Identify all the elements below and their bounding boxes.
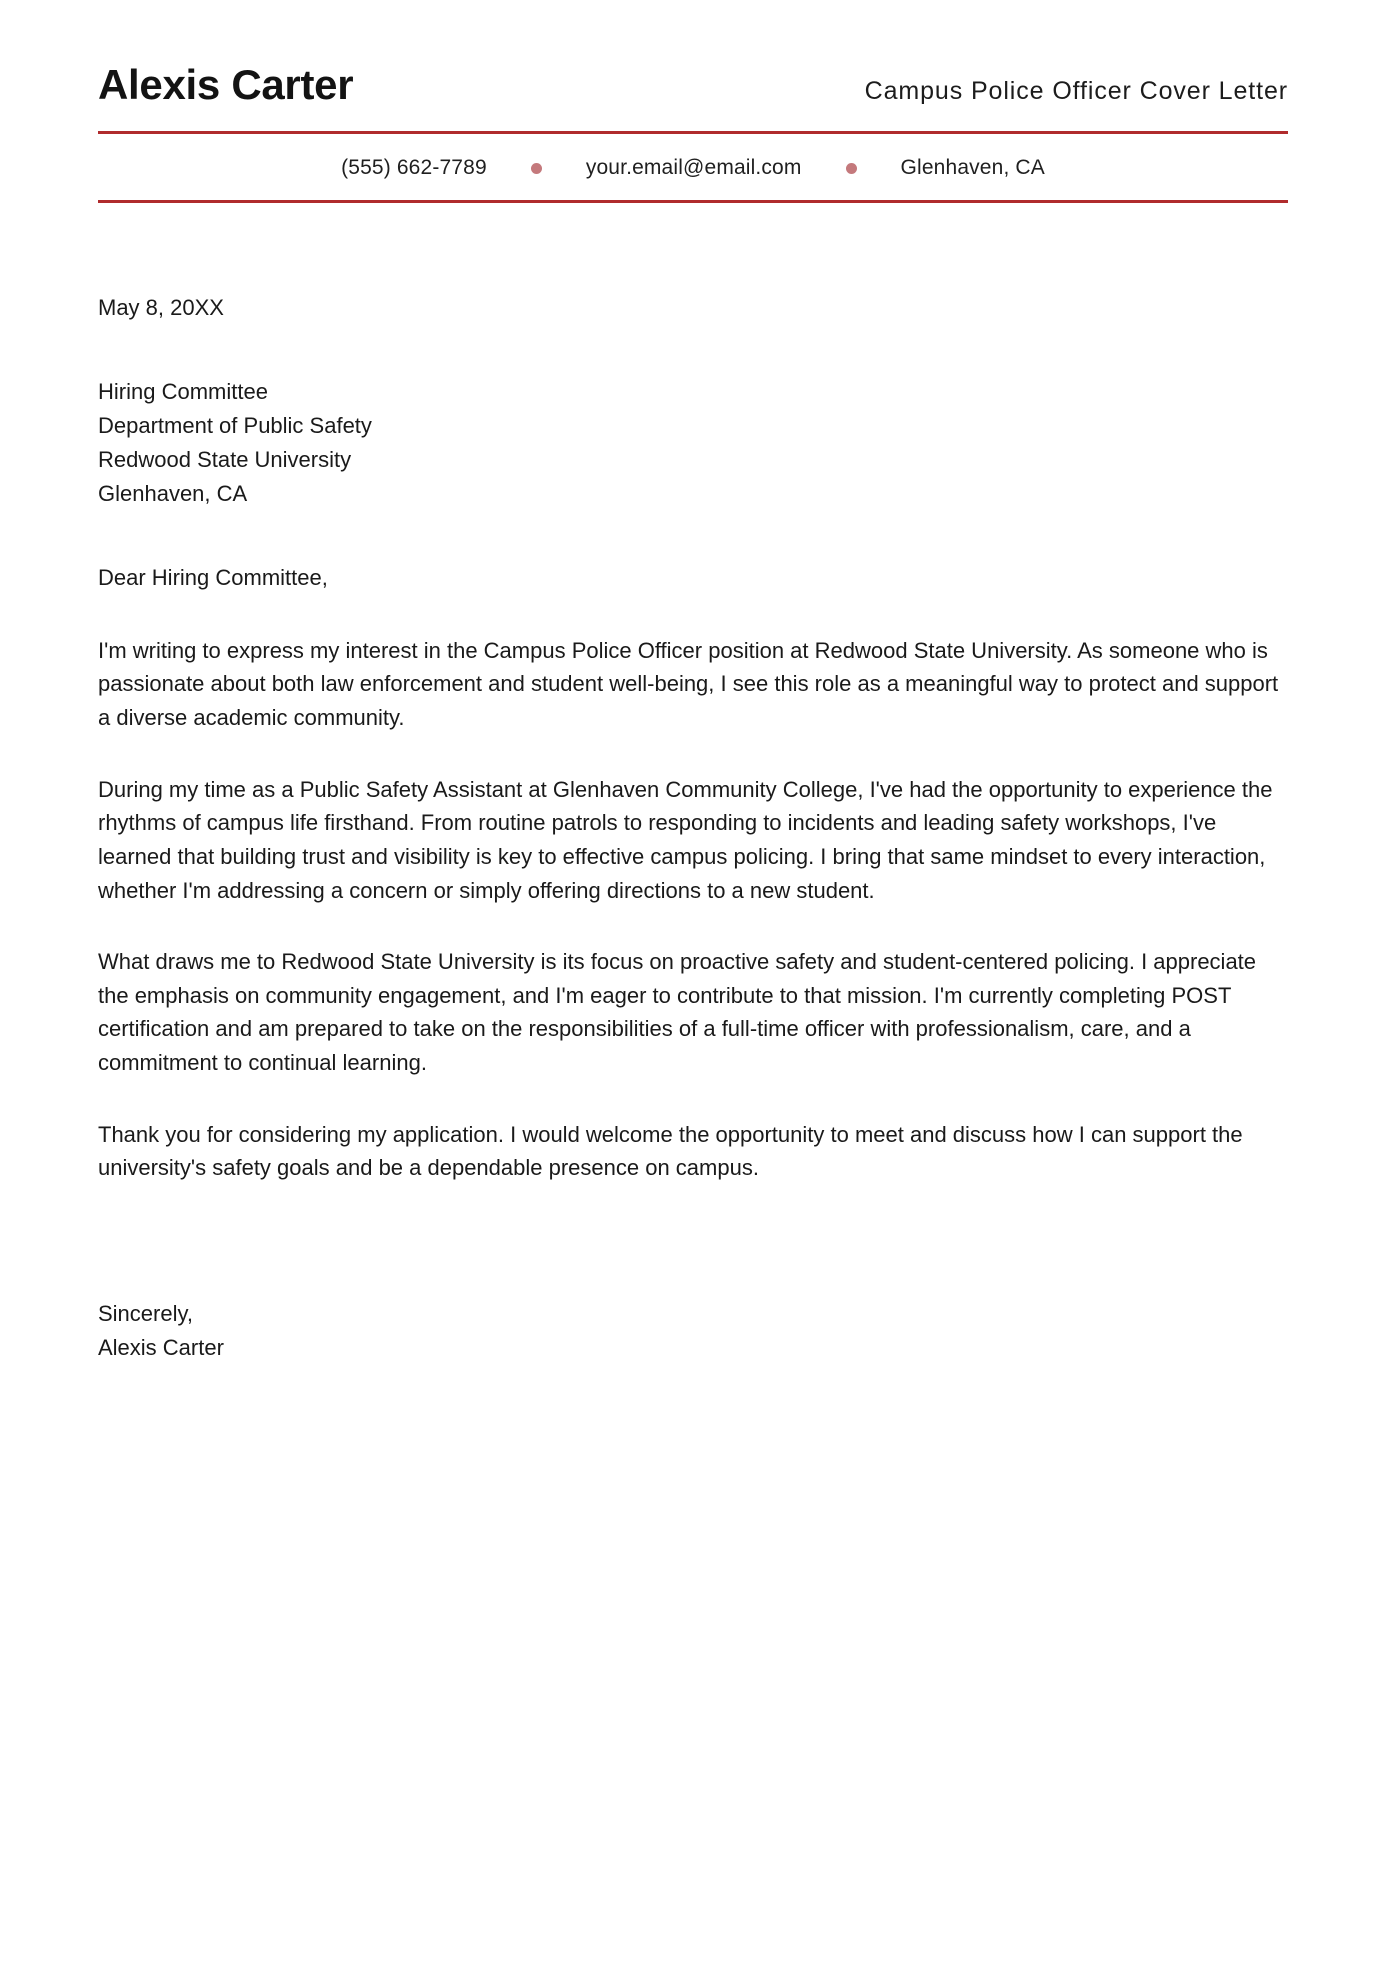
contact-phone: (555) 662-7789: [341, 156, 487, 179]
salutation: Dear Hiring Committee,: [98, 565, 328, 591]
letter-sheet: [98, 0, 1288, 1365]
body-paragraph: Thank you for considering my application. I would welcome the opportunity to meet and discuss how I can support the university's safety goals and be a dependable presence on campus.: [98, 1121, 1243, 1181]
letter-date: May 8, 20XX: [98, 295, 224, 320]
letter-body: [98, 203, 1288, 1365]
bullet-separator-icon: [846, 163, 857, 174]
recipient-line: Hiring Committee: [98, 379, 268, 405]
letter-header: [98, 0, 1288, 109]
closing-salutation: Sincerely,: [98, 1301, 193, 1327]
recipient-line: Glenhaven, CA: [98, 481, 248, 507]
contact-location: Glenhaven, CA: [900, 156, 1045, 179]
candidate-name: Alexis Carter: [98, 61, 354, 108]
body-paragraph: I'm writing to express my interest in the Campus Police Officer position at Redwood State University. As someone who is passionate about both law enforcement and student well-being, I see this role as a meaningful way to protect and support a diverse academic community.: [98, 637, 1279, 730]
contact-email: your.email@email.com: [585, 156, 802, 179]
signature-name: Alexis Carter: [98, 1335, 224, 1361]
recipient-line: Redwood State University: [98, 447, 352, 473]
body-paragraph: During my time as a Public Safety Assistant at Glenhaven Community College, I've had the opportunity to experience the rhythms of campus life firsthand. From routine patrols to responding to incidents and leading safety workshops, I've learned that building trust and visibility is key to effective campus policing. I bring that same mindset to every interaction, whether I'm addressing a concern or simply offering directions to a new student.: [98, 776, 1273, 903]
document-title: Campus Police Officer Cover Letter: [864, 77, 1288, 105]
bullet-separator-icon: [531, 163, 542, 174]
recipient-address-block: [98, 375, 1288, 511]
contact-bar: [98, 134, 1288, 200]
body-paragraph: What draws me to Redwood State University is its focus on proactive safety and student-centered policing. I appreciate the emphasis on community engagement, and I'm eager to contribute to that mission. I'm currently completing POST certification and am prepared to take on the responsibilities of a full-time officer with professionalism, care, and a commitment to continual learning.: [98, 949, 1257, 1076]
closing-block: [98, 1297, 1288, 1365]
recipient-line: Department of Public Safety: [98, 413, 372, 439]
